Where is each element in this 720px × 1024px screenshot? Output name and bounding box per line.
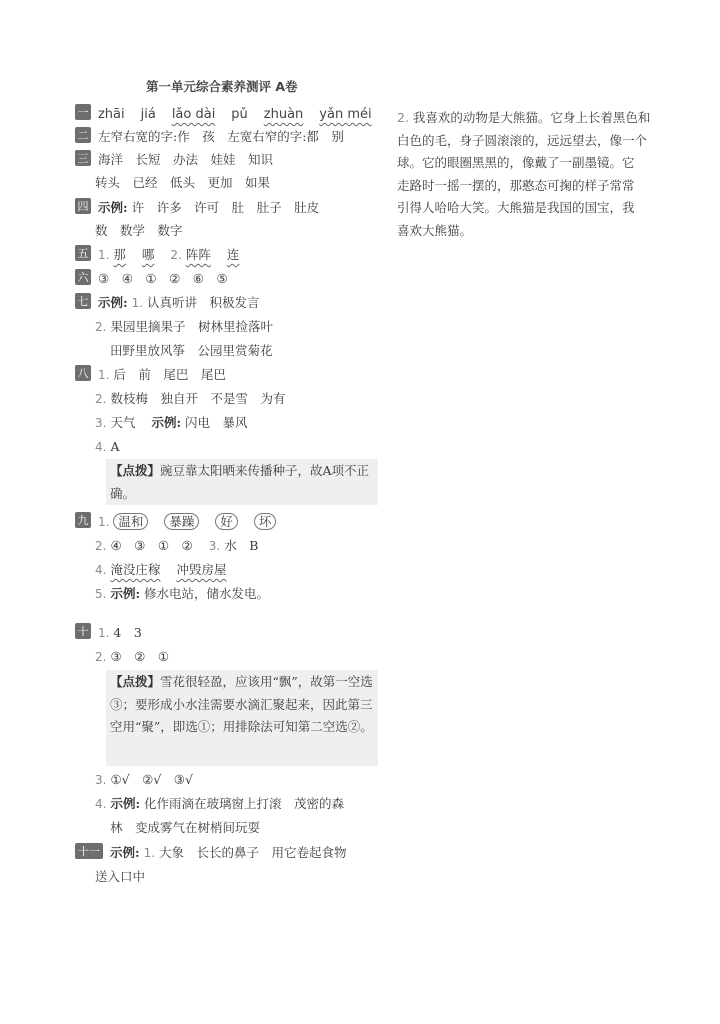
example-label: 示例:	[110, 796, 141, 811]
svg-text:五: 五	[77, 247, 89, 260]
circled-word: 温和	[113, 513, 148, 530]
pinyin-4: pǔ	[231, 107, 248, 122]
section-8-line-1: 后 前 尾巴 尾巴	[113, 367, 226, 382]
answer-word: 阵阵	[185, 247, 211, 262]
item-number: 2.	[397, 110, 409, 125]
section-11	[75, 843, 347, 863]
svg-text:六: 六	[77, 271, 89, 284]
svg-text:三: 三	[77, 152, 89, 165]
section-9-badge	[75, 512, 91, 528]
item-number: 2.	[170, 248, 182, 262]
example-label: 示例:	[97, 200, 128, 215]
section-11-badge	[75, 843, 103, 859]
svg-text:十: 十	[77, 625, 89, 638]
circled-word: 暴躁	[164, 513, 199, 530]
section-3-badge	[75, 150, 91, 166]
section-6	[75, 269, 228, 289]
section-7-line-3: 田野里放风筝 公园里赏菊花	[110, 343, 273, 358]
section-5	[75, 245, 239, 265]
svg-text:二: 二	[77, 129, 89, 142]
item-number: 5.	[95, 587, 107, 601]
section-9-line-5: 修水电站，储水发电。	[144, 586, 270, 601]
essay-text: 我喜欢的动物是大熊猫。它身上长着黑色和 白色的毛，身子圆滚滚的，远远望去，像一个 球。它的眼圈黑黑的，像戴了一副墨镜。它 走路时一摇一摆的，那憨态可掬的样子常常 引得人哈哈大笑。大熊猫是我国的国宝，我 喜欢大熊猫。	[397, 110, 651, 238]
section-2-badge	[75, 127, 91, 143]
section-10	[75, 623, 142, 643]
item-number: 1.	[143, 846, 156, 860]
svg-text:一: 一	[77, 106, 89, 119]
hint-box	[106, 459, 378, 505]
section-10-line-4a: 化作雨滴在玻璃窗上打滚 茂密的森	[144, 796, 345, 811]
pinyin-6: yǎn méi	[319, 107, 372, 122]
section-7-item-2	[95, 317, 273, 337]
essay-answer	[397, 107, 677, 243]
page-title: 第一单元综合素养测评 A卷	[146, 79, 298, 94]
pinyin-2: jiá	[140, 107, 156, 122]
section-11-line-2: 送入口中	[95, 869, 146, 884]
section-9-line-3: 水 B	[224, 538, 259, 553]
item-number: 1.	[97, 515, 110, 529]
section-7-line-2: 果园里摘果子 树林里捡落叶	[110, 319, 273, 334]
section-4-line-2: 数 数学 数字	[95, 223, 183, 238]
section-7	[75, 293, 260, 313]
svg-text:九: 九	[77, 514, 89, 527]
answer-word: 哪	[141, 247, 155, 262]
example-label: 示例:	[109, 845, 140, 860]
section-8-line-3a: 天气	[110, 415, 136, 430]
example-label: 示例:	[110, 586, 141, 601]
item-number: 1.	[97, 248, 110, 262]
pinyin-3: lǎo dài	[171, 107, 216, 122]
item-number: 1.	[97, 626, 110, 640]
section-8	[75, 365, 226, 385]
section-6-text: ③ ④ ① ② ⑥ ⑤	[97, 271, 228, 286]
section-8-line-2: 数枝梅 独自开 不是雪 为有	[110, 391, 286, 406]
section-1-badge	[75, 104, 91, 120]
pinyin-1: zhāi	[97, 107, 125, 122]
section-10-line-4b: 林 变成雾气在树梢间玩耍	[110, 820, 261, 835]
section-4-badge	[75, 198, 91, 214]
section-2	[75, 127, 344, 147]
section-9	[75, 512, 276, 532]
section-10-line-3: ①√ ②√ ③√	[110, 772, 193, 787]
svg-text:八: 八	[77, 367, 89, 380]
section-10-item-2	[95, 647, 169, 667]
hint-text: 豌豆靠太阳晒来传播种子，故A项不正确。	[110, 463, 370, 501]
section-9-item-5	[95, 584, 269, 604]
answer-word: 那	[113, 247, 126, 262]
section-2-text: 左窄右宽的字:作 孩 左宽右窄的字:都 别	[97, 129, 344, 144]
section-10-line-2: ③ ② ①	[110, 649, 170, 664]
section-10-item-3	[95, 770, 193, 790]
section-9-line-2: ④ ③ ① ②	[110, 538, 193, 553]
section-3	[75, 150, 273, 170]
section-8-item-2	[95, 389, 285, 409]
item-number: 2.	[95, 539, 107, 553]
item-number: 4.	[95, 563, 107, 577]
item-number: 4.	[95, 440, 107, 454]
pinyin-5: zhuàn	[263, 107, 304, 122]
section-8-badge	[75, 365, 91, 381]
circled-word: 坏	[254, 513, 277, 530]
section-10-line-1: 4 3	[113, 625, 142, 640]
example-label: 示例:	[97, 295, 128, 310]
answer-word: 连	[226, 247, 240, 262]
hint-label: 【点拨】	[110, 463, 161, 478]
item-number: 1.	[97, 368, 110, 382]
item-number: 2.	[95, 320, 107, 334]
item-number: 1.	[131, 296, 144, 310]
section-8-line-3b: 闪电 暴风	[185, 415, 248, 430]
section-3-line-2: 转头 已经 低头 更加 如果	[95, 175, 271, 190]
section-5-badge	[75, 245, 91, 261]
section-10-item-4	[95, 794, 344, 814]
item-number: 2.	[95, 650, 107, 664]
section-7-line-1: 认真听讲 积极发言	[147, 295, 260, 310]
section-4-line-1: 许 许多 许可 肚 肚子 肚皮	[131, 200, 320, 215]
svg-text:四: 四	[77, 200, 89, 213]
answer-phrase: 淹没庄稼	[110, 562, 161, 577]
item-number: 3.	[208, 539, 221, 553]
section-3-line-1: 海洋 长短 办法 娃娃 知识	[97, 152, 273, 167]
item-number: 3.	[95, 416, 107, 430]
section-6-badge	[75, 269, 91, 285]
hint-text: 雪花很轻盈，应该用“飘”，故第一空选③；要形成小水洼需要水滴汇聚起来，因此第三空用“聚”，即选①；用排除法可知第二空选②。	[110, 674, 373, 734]
section-8-line-4: A	[110, 439, 120, 454]
section-8-item-4	[95, 437, 119, 457]
item-number: 2.	[95, 392, 107, 406]
answer-phrase: 冲毁房屋	[176, 562, 227, 577]
hint-label: 【点拨】	[110, 674, 161, 689]
svg-text:七: 七	[77, 295, 89, 308]
example-label: 示例:	[151, 415, 182, 430]
section-11-line-1: 大象 长长的鼻子 用它卷起食物	[159, 845, 347, 860]
section-1	[75, 104, 372, 124]
item-number: 4.	[95, 797, 107, 811]
hint-box	[106, 670, 378, 766]
section-4	[75, 198, 319, 218]
circled-word: 好	[215, 513, 238, 530]
section-10-badge	[75, 623, 91, 639]
section-8-item-3	[95, 413, 248, 433]
section-9-item-2	[95, 536, 258, 556]
svg-text:十一: 十一	[78, 845, 100, 858]
item-number: 3.	[95, 773, 107, 787]
section-9-item-4	[95, 560, 226, 580]
section-7-badge	[75, 293, 91, 309]
